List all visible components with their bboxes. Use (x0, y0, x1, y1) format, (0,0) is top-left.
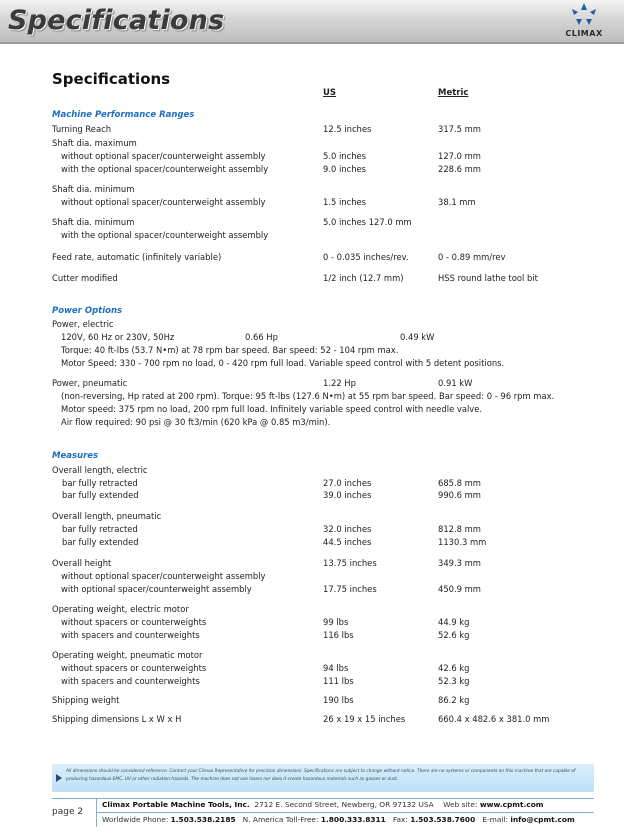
spec-us: 111 lbs (323, 676, 354, 686)
spec-row-weight-pneumatic-without (0, 662, 624, 674)
spec-us: 190 lbs (323, 695, 354, 705)
footer-rule-mid (96, 812, 594, 813)
spec-label: Overall length, electric (52, 465, 148, 475)
spec-row-weight-pneumatic (0, 649, 624, 661)
page-number: page 2 (52, 807, 84, 817)
spec-metric: 228.6 mm (438, 164, 481, 174)
spec-row-shipping-weight (0, 694, 624, 706)
banner-title: Specifications (8, 5, 225, 36)
footer-email-link[interactable]: info@cpmt.com (510, 815, 575, 824)
spec-label: bar fully retracted (62, 478, 138, 488)
spec-label: without optional spacer/counterweight assembly (61, 571, 266, 581)
footer-company: Climax Portable Machine Tools, Inc. (102, 800, 250, 809)
footer-contact-line (102, 815, 575, 824)
spec-label: with spacers and counterweights (61, 676, 200, 686)
spec-row-weight-electric (0, 603, 624, 615)
spec-row-turning-reach (0, 123, 624, 135)
spec-label: Overall length, pneumatic (52, 511, 162, 521)
spec-label: Shaft dia. minimum (52, 217, 135, 227)
spec-row-cutter (0, 272, 624, 284)
spec-row-height-without (0, 570, 624, 582)
power-pneumatic-hp: 1.22 Hp (323, 378, 356, 388)
spec-row-shaft-min-without (0, 196, 624, 208)
spec-row-height-with (0, 583, 624, 595)
spec-metric: 317.5 mm (438, 124, 481, 134)
spec-metric: 812.8 mm (438, 524, 481, 534)
footer-address: 2712 E. Second Street, Newberg, OR 97132 USA (254, 800, 434, 809)
spec-label: Shaft dia. minimum (52, 184, 135, 194)
column-head-us: US (323, 88, 337, 98)
spec-label: bar fully extended (62, 490, 139, 500)
spec-row-weight-pneumatic-with (0, 675, 624, 687)
power-pneumatic-label: Power, pneumatic (52, 378, 128, 388)
spec-metric: 1130.3 mm (438, 537, 487, 547)
footer-company-line (102, 800, 544, 809)
spec-metric: 86.2 kg (438, 695, 470, 705)
spec-us: 94 lbs (323, 663, 349, 673)
spec-us: 9.0 inches (323, 164, 367, 174)
climax-logo (548, 2, 620, 42)
power-electric-kw: 0.49 kW (400, 332, 435, 342)
spec-us: 99 lbs (323, 617, 349, 627)
spec-metric: 660.4 x 482.6 x 381.0 mm (438, 714, 550, 724)
disclaimer-text: All dimensions should be considered reference. Contact your Climax Representative for precision dimensions. Specifications are subject to change without notice. There are no systems or components on this machine that are capable of producing hazardous EMC, UV or other radiation hazards. The machine does not use lasers nor does it create hazardous materials such as gasses or dust. (66, 769, 576, 782)
power-electric-label: Power, electric (52, 319, 114, 329)
footer-web-label: Web site: (443, 800, 478, 809)
spec-metric: 349.3 mm (438, 558, 481, 568)
spec-label: Shipping dimensions L x W x H (52, 714, 182, 724)
spec-row-length-electric (0, 464, 624, 476)
spec-us: 5.0 inches (323, 151, 367, 161)
page-title: Specifications (52, 70, 171, 88)
spec-metric: 52.6 kg (438, 630, 470, 640)
footer-tollfree-label: N. America Toll-Free: (242, 815, 319, 824)
spec-label: Feed rate, automatic (infinitely variable) (52, 252, 222, 262)
spec-us: 39.0 inches (323, 490, 372, 500)
spec-metric: 38.1 mm (438, 197, 476, 207)
spec-metric: 450.9 mm (438, 584, 481, 594)
footer-phone-label: Worldwide Phone: (102, 815, 169, 824)
footer-email-label: E-mail: (482, 815, 508, 824)
section-heading-power: Power Options (52, 306, 123, 316)
spec-row-shaft-max (0, 137, 624, 149)
spec-row-weight-electric-without (0, 616, 624, 628)
spec-row-length-pneumatic-retracted (0, 523, 624, 535)
section-heading-measures: Measures (52, 451, 99, 461)
spec-label: Overall height (52, 558, 112, 568)
spec-label: bar fully extended (62, 537, 139, 547)
spec-metric: 990.6 mm (438, 490, 481, 500)
spec-row-weight-electric-with (0, 629, 624, 641)
spec-row-height (0, 557, 624, 569)
section-heading-performance: Machine Performance Ranges (52, 110, 195, 120)
spec-row-shaft-min-2 (0, 216, 624, 228)
spec-metric: 0 - 0.89 mm/rev (438, 252, 506, 262)
spec-label: without spacers or counterweights (61, 663, 207, 673)
spec-label: without spacers or counterweights (61, 617, 207, 627)
disclaimer-box (52, 764, 594, 792)
spec-label: Shipping weight (52, 695, 120, 705)
spec-metric: 42.6 kg (438, 663, 470, 673)
spec-label: without optional spacer/counterweight assembly (61, 197, 266, 207)
spec-us: 0 - 0.035 inches/rev. (323, 252, 409, 262)
spec-row-shaft-min (0, 183, 624, 195)
spec-us: 1/2 inch (12.7 mm) (323, 273, 404, 283)
power-pneumatic-line1: (non-reversing, Hp rated at 200 rpm). Torque: 95 ft-lbs (127.6 N•m) at 55 rpm bar speed. Bar speed: 0 - 96 rpm max. (61, 391, 555, 401)
power-pneumatic-kw: 0.91 kW (438, 378, 473, 388)
spec-label: with the optional spacer/counterweight assembly (61, 164, 269, 174)
spec-label: Operating weight, electric motor (52, 604, 189, 614)
spec-metric: 685.8 mm (438, 478, 481, 488)
spec-row-length-electric-retracted (0, 477, 624, 489)
logo-text: CLIMAX (565, 29, 603, 38)
spec-us: 44.5 inches (323, 537, 372, 547)
footer-fax: 1.503.538.7600 (410, 815, 476, 824)
spec-metric: HSS round lathe tool bit (438, 273, 538, 283)
power-electric-spec: 120V, 60 Hz or 230V, 50Hz (61, 332, 175, 342)
power-electric-torque: Torque: 40 ft-lbs (53.7 N•m) at 78 rpm bar speed. Bar speed: 52 - 104 rpm max. (61, 345, 399, 355)
spec-row-length-pneumatic (0, 510, 624, 522)
spec-label: Cutter modified (52, 273, 118, 283)
spec-row-shaft-min-2-with (0, 229, 624, 241)
spec-us: 13.75 inches (323, 558, 377, 568)
footer-phone: 1.503.538.2185 (170, 815, 236, 824)
spec-label: without optional spacer/counterweight assembly (61, 151, 266, 161)
climax-star-icon (558, 2, 610, 28)
spec-us: 27.0 inches (323, 478, 372, 488)
header-banner (0, 0, 624, 44)
footer-web-link[interactable]: www.cpmt.com (479, 800, 544, 809)
spec-us: 32.0 inches (323, 524, 372, 534)
spec-metric: 127.0 mm (438, 151, 481, 161)
spec-row-shaft-max-with (0, 163, 624, 175)
spec-row-feed-rate (0, 251, 624, 263)
footer-fax-label: Fax: (392, 815, 408, 824)
power-pneumatic-line2: Motor speed: 375 rpm no load, 200 rpm full load. Infinitely variable speed control with needle valve. (61, 404, 483, 414)
footer-rule (52, 798, 594, 799)
spec-value: 5.0 inches 127.0 mm (323, 217, 412, 227)
spec-us: 12.5 inches (323, 124, 372, 134)
spec-label: with spacers and counterweights (61, 630, 200, 640)
spec-metric: 52.3 kg (438, 676, 470, 686)
spec-label: with optional spacer/counterweight assembly (61, 584, 252, 594)
spec-label: bar fully retracted (62, 524, 138, 534)
spec-label: Operating weight, pneumatic motor (52, 650, 203, 660)
spec-us: 116 lbs (323, 630, 354, 640)
power-electric-motor: Motor Speed: 330 - 700 rpm no load, 0 - 420 rpm full load. Variable speed control with 5 detent positions. (61, 358, 505, 368)
spec-label: Turning Reach (52, 124, 112, 134)
spec-row-shipping-dimensions (0, 713, 624, 725)
footer-tollfree: 1.800.333.8311 (320, 815, 386, 824)
spec-us: 26 x 19 x 15 inches (323, 714, 406, 724)
power-pneumatic-line3: Air flow required: 90 psi @ 30 ft3/min (620 kPa @ 0.85 m3/min). (61, 417, 331, 427)
spec-us: 17.75 inches (323, 584, 377, 594)
arrow-icon (56, 774, 62, 782)
spec-label: with the optional spacer/counterweight assembly (61, 230, 269, 240)
spec-metric: 44.9 kg (438, 617, 470, 627)
power-electric-hp: 0.66 Hp (245, 332, 278, 342)
spec-row-length-pneumatic-extended (0, 536, 624, 548)
spec-us: 1.5 inches (323, 197, 367, 207)
footer-divider (96, 799, 97, 827)
column-head-metric: Metric (438, 88, 469, 98)
spec-row-length-electric-extended (0, 489, 624, 501)
spec-label: Shaft dia. maximum (52, 138, 137, 148)
spec-row-shaft-max-without (0, 150, 624, 162)
